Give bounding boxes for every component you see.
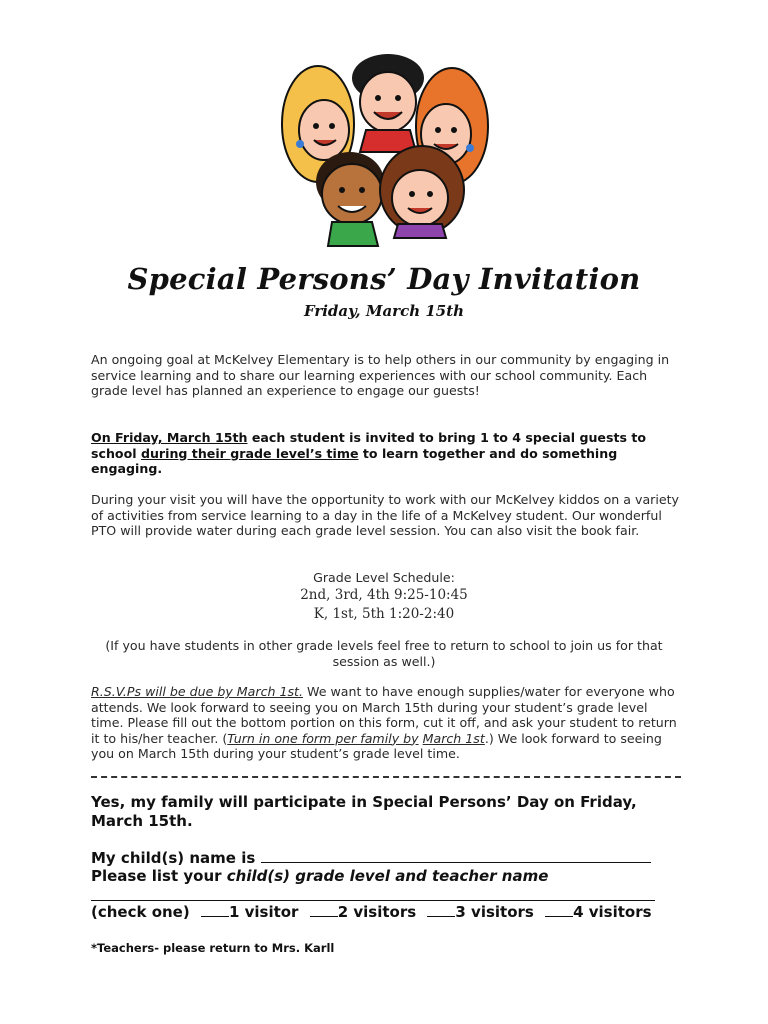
other-grades-note: (If you have students in other grade levels feel free to return to school to join us for that session as well.) [105, 638, 663, 669]
visitor-option-blank[interactable] [427, 904, 455, 917]
participation-statement: Yes, my family will participate in Special Persons’ Day on Friday, March 15th. [91, 793, 637, 830]
rsvp-closing-text: .) We look forward to seeing you on March 15th during your student’s grade level time. [91, 730, 662, 761]
cut-line-divider [91, 776, 681, 788]
page-title: Special Persons’ Day Invitation [127, 262, 641, 296]
rsvp-deadline-text: March 1st [422, 730, 485, 746]
grade-teacher-field[interactable] [91, 867, 548, 885]
visitor-option-label: 1 visitor [228, 903, 299, 921]
intro-paragraph: An ongoing goal at McKelvey Elementary is to help others in our community by engaging in service learning and to share our learning experiences with our school community. Each grade level has planned an experience to engage our guests! [91, 352, 670, 398]
child-name-field[interactable] [91, 848, 651, 867]
grade-level-time-text: during their grade level’s time [140, 445, 359, 461]
visit-paragraph: During your visit you will have the opportunity to work with our McKelvey kiddos on a variety of activities from service learning to a day in the life of a McKelvey student. Our wonderful PTO will provide water during each grade level session. You can also visit the book fair. [91, 492, 679, 538]
grade-teacher-label: Please list your [91, 867, 227, 885]
visitor-option-label: 3 visitors [455, 903, 534, 921]
visitor-count-options [91, 903, 652, 921]
guest-info-text: each student is invited to bring 1 to 4 special guests to school [91, 430, 647, 461]
event-date-text: On Friday, March 15th [91, 430, 248, 445]
visitor-option-blank[interactable] [201, 904, 229, 917]
child-name-label: My child(s) name is [91, 849, 261, 867]
grade-teacher-label-italic: child(s) grade level and teacher name [226, 867, 549, 885]
rsvp-due-text: R.S.V.Ps will be due by March 1st. [91, 684, 303, 699]
visitor-option-blank[interactable] [310, 904, 338, 917]
schedule-header: Grade Level Schedule: [313, 570, 455, 585]
rsvp-paragraph [91, 684, 681, 762]
grade-level-schedule [0, 570, 768, 624]
turn-in-text: Turn in one form per family by [227, 730, 419, 746]
check-one-label: (check one) [91, 903, 195, 921]
visitor-option-label: 4 visitors [573, 903, 652, 921]
grade-teacher-blank[interactable] [91, 900, 655, 901]
schedule-row: K, 1st, 5th 1:20-2:40 [313, 606, 455, 622]
child-name-blank[interactable] [261, 848, 651, 863]
teacher-note: *Teachers- please return to Mrs. Karll [91, 941, 335, 955]
event-date-subtitle: Friday, March 15th [303, 302, 465, 320]
schedule-row: 2nd, 3rd, 4th 9:25-10:45 [300, 587, 468, 603]
visitor-option-blank[interactable] [545, 904, 573, 917]
visitor-option-label: 2 visitors [337, 903, 417, 921]
guest-info-paragraph [91, 430, 681, 477]
guest-info-end-text: to learn together and do something engaging. [91, 445, 618, 476]
kids-group-illustration [280, 52, 490, 248]
rsvp-text: We want to have enough supplies/water for everyone who attends. We look forward to seeing you on March 15th during your student’s grade level time. Please fill out the bottom portion on this form, cut it off, and ask your student to return it to his/her teacher. ( [91, 684, 677, 746]
